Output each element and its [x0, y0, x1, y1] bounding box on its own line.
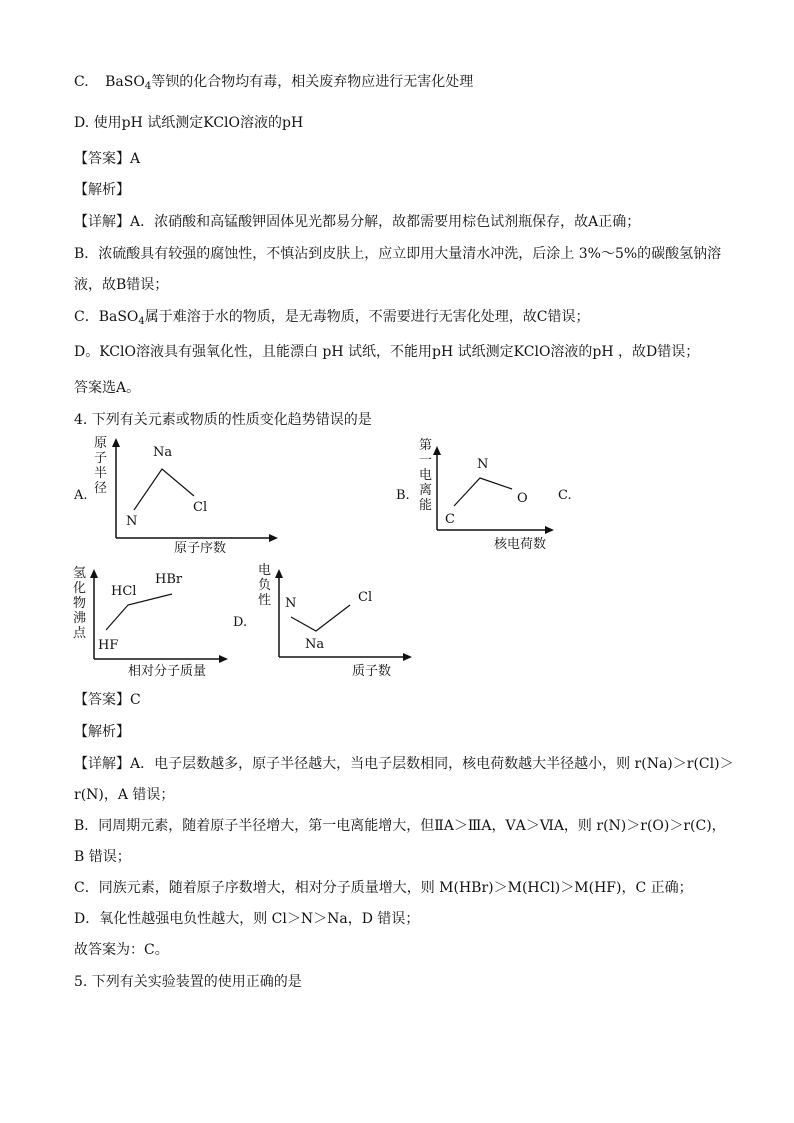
q4-detail-a-cont: r(N)，A 错误； [74, 787, 175, 803]
graph-a-ylabel: 原子半径 [94, 436, 108, 496]
option-text: 等钡的化合物均有毒，相关废弃物应进行无害化处理 [151, 74, 474, 90]
graph-d-point-cl: Cl [358, 590, 373, 605]
answer-value: A [130, 151, 141, 167]
q3-detail-d: D。KClO溶液具有强氧化性，且能漂白 pH 试纸，不能用pH 试纸测定KClO溶液的pH ，故D错误； [74, 344, 700, 360]
graph-d-point-na: Na [305, 637, 325, 652]
graph-a-point-n: N [126, 514, 138, 529]
q3-detail-c: C．BaSO$_4$属于难溶于水的物质，是无毒物质，不需要进行无害化处理，故C错误； [74, 309, 590, 327]
graph-b-point-n: N [477, 457, 489, 472]
q3-detail-a: 【详解】A．浓硝酸和高锰酸钾固体见光都易分解，故都需要用棕色试剂瓶保存，故A正确； [74, 214, 641, 230]
q4-answer [74, 690, 734, 710]
graph-a-point-na: Na [153, 445, 173, 460]
graph-a-line [134, 469, 194, 510]
q3-analysis-tag: 【解析】 [74, 182, 130, 198]
option-prefix: C. [74, 74, 89, 90]
graph-c-point-hcl: HCl [111, 584, 137, 599]
q4-detail-b-cont: B 错误； [74, 849, 131, 865]
q4-detail-a: 【详解】A．电子层数越多，原子半径越大，当电子层数相同，核电荷数越大半径越小，则 r(Na)＞r(Cl)＞ [74, 756, 734, 772]
q3-detail-b-cont: 液，故B错误； [74, 277, 169, 293]
q4-stem: 4. 下列有关元素或物质的性质变化趋势错误的是 [74, 412, 372, 428]
graph-a-xlabel: 原子序数 [174, 541, 227, 556]
graph-a-option: A. [74, 488, 88, 503]
graph-c-xlabel: 相对分子质量 [128, 664, 207, 679]
graph-d [254, 563, 414, 683]
graph-b-xlabel: 核电荷数 [494, 537, 547, 552]
q4-detail-d: D．氧化性越强电负性越大，则 Cl＞N＞Na，D 错误； [74, 911, 420, 927]
q5-stem: 5. 下列有关实验装置的使用正确的是 [74, 974, 302, 990]
q3-detail-b: B．浓硫酸具有较强的腐蚀性，不慎沾到皮肤上，应立即用大量清水冲洗，后涂上 3%～5%的碳酸氢钠溶 [74, 246, 722, 262]
q4-analysis-tag: 【解析】 [74, 724, 130, 740]
graph-c-option-marker: C. [558, 488, 572, 503]
answer-tag: 【答案】 [74, 692, 130, 708]
graph-c-point-hf: HF [98, 638, 119, 653]
q4-detail-c: C．同族元素，随着原子序数增大，相对分子质量增大，则 M(HBr)＞M(HCl)＞M(HF)，C 正确； [74, 880, 693, 896]
option-c-prev [74, 72, 734, 97]
graph-d-option: D. [233, 615, 248, 630]
option-d-prev: D. 使用pH 试纸测定KClO溶液的pH [74, 115, 304, 131]
graph-c-line [106, 594, 172, 630]
graph-d-point-n: N [285, 596, 297, 611]
q4-detail-b: B．同周期元素，随着原子半径增大，第一电离能增大，但ⅡA＞ⅢA，ⅤA＞ⅥA，则 r(N)＞r(O)＞r(C)， [74, 818, 726, 834]
q4-conclusion: 故答案为：C。 [74, 942, 169, 958]
q3-conclusion: 答案选A。 [74, 380, 141, 396]
graph-c [72, 563, 232, 683]
graph-a [90, 436, 280, 561]
answer-tag: 【答案】 [74, 151, 130, 167]
graph-d-xlabel: 质子数 [352, 664, 392, 679]
graph-b [416, 436, 566, 561]
graph-d-ylabel: 电负性 [258, 563, 272, 608]
q3-answer [74, 149, 734, 169]
graph-d-line [291, 605, 350, 631]
graph-a-point-cl: Cl [193, 500, 208, 515]
graph-c-ylabel: 氢化物沸点 [73, 566, 87, 641]
formula: BaSO$_4$ [105, 74, 152, 92]
graph-c-point-hbr: HBr [155, 572, 183, 587]
graph-b-line [454, 478, 512, 506]
graph-b-ylabel: 第一电离能 [419, 438, 433, 513]
graph-b-point-c: C [445, 512, 455, 527]
graph-b-point-o: O [517, 491, 528, 506]
answer-value: C [130, 692, 141, 708]
graph-b-option: B. [396, 488, 410, 503]
